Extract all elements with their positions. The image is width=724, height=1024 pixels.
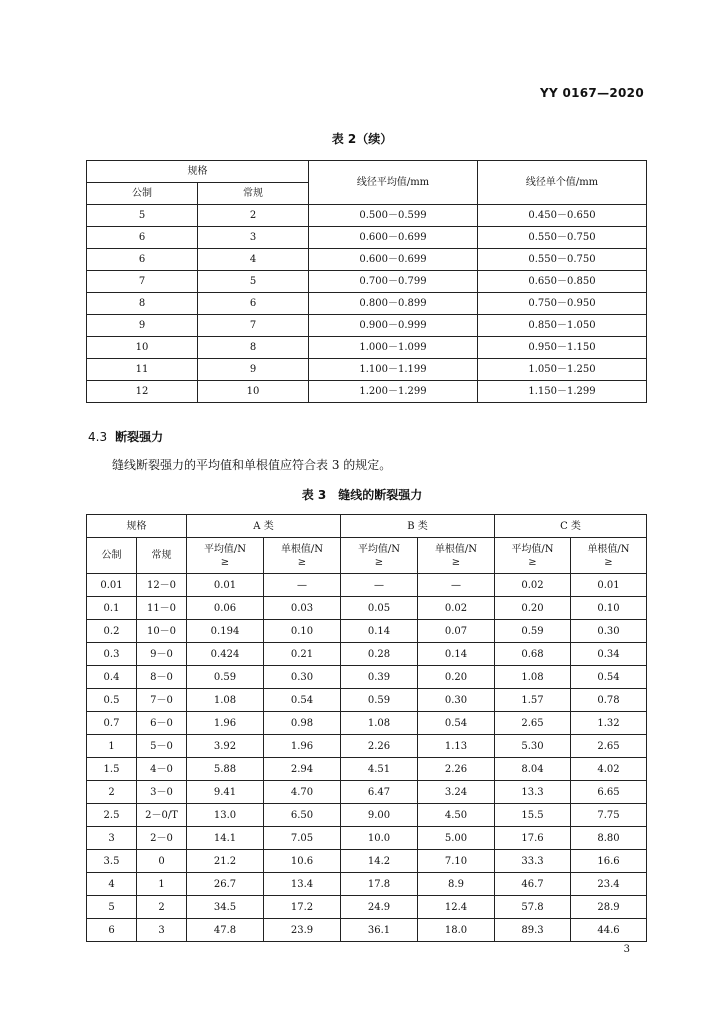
table-cell: 3.24: [418, 781, 495, 804]
header-label: 单根值/N: [434, 543, 478, 555]
table-cell: 1.5: [87, 758, 137, 781]
table-cell: 4.02: [571, 758, 647, 781]
table2-header-metric: 公制: [87, 183, 198, 205]
table-cell: 4.50: [418, 804, 495, 827]
table-cell: 34.5: [187, 896, 264, 919]
table-cell: 0.3: [87, 643, 137, 666]
table-cell: 14.1: [187, 827, 264, 850]
table-cell: 0.02: [495, 574, 571, 597]
table-cell: 0.20: [495, 597, 571, 620]
table-cell: 1.150－1.299: [478, 381, 647, 403]
table-cell: 6.50: [264, 804, 341, 827]
table-cell: 7.75: [571, 804, 647, 827]
table-cell: 5: [198, 271, 309, 293]
table-cell: 0.06: [187, 597, 264, 620]
table-cell: 0.78: [571, 689, 647, 712]
table-cell: 9: [198, 359, 309, 381]
table-cell: 0.01: [187, 574, 264, 597]
table-row: [87, 381, 647, 403]
table3-header-b-avg: [341, 538, 418, 574]
table-row: [87, 271, 647, 293]
table-cell: 12.4: [418, 896, 495, 919]
table-cell: 10.0: [341, 827, 418, 850]
table-cell: 0.600－0.699: [309, 249, 478, 271]
table-cell: 17.2: [264, 896, 341, 919]
table-row: [87, 758, 647, 781]
table-cell: 0.550－0.750: [478, 249, 647, 271]
table-cell: 2.26: [341, 735, 418, 758]
table-cell: 11: [87, 359, 198, 381]
table3-header-class-b: B 类: [341, 515, 495, 538]
table-cell: 10: [198, 381, 309, 403]
table-cell: 4.70: [264, 781, 341, 804]
table-cell: 0.54: [264, 689, 341, 712]
table-cell: 33.3: [495, 850, 571, 873]
table-cell: 0.59: [341, 689, 418, 712]
table-cell: 0.30: [571, 620, 647, 643]
table-row: [87, 597, 647, 620]
table-cell: 9.00: [341, 804, 418, 827]
table-cell: 1.08: [495, 666, 571, 689]
table-cell: 0.10: [571, 597, 647, 620]
table3-caption: 表 3 缝线的断裂强力: [301, 488, 423, 502]
table3-header-c-avg: [495, 538, 571, 574]
table-cell: 21.2: [187, 850, 264, 873]
table-cell: 12: [87, 381, 198, 403]
header-label: 平均值/N: [511, 543, 554, 555]
table-row: [87, 249, 647, 271]
table-cell: 0.34: [571, 643, 647, 666]
table-cell: —: [264, 574, 341, 597]
table-cell: 0.550－0.750: [478, 227, 647, 249]
table-cell: 8－0: [137, 666, 187, 689]
table-cell: 2－0: [137, 827, 187, 850]
table-row: [87, 205, 647, 227]
table-cell: 3: [87, 827, 137, 850]
table2-header-spec: 规格: [87, 161, 309, 183]
table-cell: 57.8: [495, 896, 571, 919]
table-cell: 0.700－0.799: [309, 271, 478, 293]
table-cell: 5.00: [418, 827, 495, 850]
ge-symbol: ≥: [220, 556, 230, 568]
table-cell: 0.800－0.899: [309, 293, 478, 315]
table-cell: 1.96: [264, 735, 341, 758]
table-cell: 10: [87, 337, 198, 359]
table-cell: 4.51: [341, 758, 418, 781]
table-cell: 0.05: [341, 597, 418, 620]
table-cell: 0.30: [418, 689, 495, 712]
table-cell: 6－0: [137, 712, 187, 735]
table-cell: 6: [198, 293, 309, 315]
table-row: [87, 827, 647, 850]
table-cell: 7: [198, 315, 309, 337]
header-label: 平均值/N: [203, 543, 247, 555]
ge-symbol: ≥: [604, 556, 613, 568]
table-row: [87, 689, 647, 712]
table-cell: 5.88: [187, 758, 264, 781]
table-cell: 0.450－0.650: [478, 205, 647, 227]
table-cell: 2.5: [87, 804, 137, 827]
table-cell: 26.7: [187, 873, 264, 896]
table-cell: 5.30: [495, 735, 571, 758]
table-row: [87, 359, 647, 381]
table-cell: 1.08: [187, 689, 264, 712]
table-cell: 11－0: [137, 597, 187, 620]
ge-symbol: ≥: [297, 556, 307, 568]
table-cell: 6: [87, 919, 137, 942]
section-paragraph: 缝线断裂强力的平均值和单根值应符合表 3 的规定。: [112, 458, 392, 472]
table-cell: 0.30: [264, 666, 341, 689]
table-cell: 2: [198, 205, 309, 227]
table-cell: 0.14: [418, 643, 495, 666]
table-cell: 2.26: [418, 758, 495, 781]
table-cell: 3－0: [137, 781, 187, 804]
table-cell: 6.47: [341, 781, 418, 804]
table3-header-spec: 规格: [87, 515, 187, 538]
table2-header-avg: 线径平均值/mm: [309, 161, 478, 205]
table-cell: 6: [87, 249, 198, 271]
table-cell: 44.6: [571, 919, 647, 942]
table-cell: 0.14: [341, 620, 418, 643]
table-cell: 0.750－0.950: [478, 293, 647, 315]
table-cell: 1.100－1.199: [309, 359, 478, 381]
table-cell: 0.194: [187, 620, 264, 643]
table-cell: 13.0: [187, 804, 264, 827]
table-cell: 13.3: [495, 781, 571, 804]
table-cell: 28.9: [571, 896, 647, 919]
table-cell: 1.32: [571, 712, 647, 735]
table3-header-metric: 公制: [87, 538, 137, 574]
table-cell: 0.21: [264, 643, 341, 666]
table-cell: 0.650－0.850: [478, 271, 647, 293]
table-cell: 8: [87, 293, 198, 315]
ge-symbol: ≥: [374, 556, 384, 568]
table-row: [87, 873, 647, 896]
table-cell: 36.1: [341, 919, 418, 942]
table-cell: 0.900－0.999: [309, 315, 478, 337]
table-cell: 0.28: [341, 643, 418, 666]
table-cell: 0.850－1.050: [478, 315, 647, 337]
table-cell: 0.54: [571, 666, 647, 689]
table3-header-common: 常规: [137, 538, 187, 574]
table-cell: 2: [87, 781, 137, 804]
table-cell: 9: [87, 315, 198, 337]
table2-header-common: 常规: [198, 183, 309, 205]
table-cell: 3.92: [187, 735, 264, 758]
table-row: [87, 804, 647, 827]
section-heading: [88, 428, 163, 445]
table-cell: 0.500－0.599: [309, 205, 478, 227]
table-cell: 7－0: [137, 689, 187, 712]
table-cell: 0: [137, 850, 187, 873]
table-cell: 1.13: [418, 735, 495, 758]
table-cell: 0.02: [418, 597, 495, 620]
table-cell: 7.05: [264, 827, 341, 850]
table-cell: 0.68: [495, 643, 571, 666]
table-cell: 12－0: [137, 574, 187, 597]
table-row: [87, 666, 647, 689]
table-cell: 2: [137, 896, 187, 919]
table-cell: 2－0/T: [137, 804, 187, 827]
table-cell: 0.600－0.699: [309, 227, 478, 249]
table-cell: 3: [198, 227, 309, 249]
table-cell: 0.10: [264, 620, 341, 643]
table-cell: 8.04: [495, 758, 571, 781]
table2-caption: 表 2（续）: [331, 132, 393, 146]
table-cell: 14.2: [341, 850, 418, 873]
table-cell: 0.950－1.150: [478, 337, 647, 359]
table-row: [87, 643, 647, 666]
table-cell: 1.000－1.099: [309, 337, 478, 359]
table-cell: 7.10: [418, 850, 495, 873]
header-label: 单根值/N: [280, 543, 324, 555]
table2-header-single: 线径单个值/mm: [478, 161, 647, 205]
table-cell: 0.01: [87, 574, 137, 597]
table-cell: 1.200－1.299: [309, 381, 478, 403]
table-cell: 6: [87, 227, 198, 249]
table-cell: 2.94: [264, 758, 341, 781]
header-label: 平均值/N: [357, 543, 401, 555]
ge-symbol: ≥: [451, 556, 461, 568]
table-cell: 17.6: [495, 827, 571, 850]
table-cell: —: [341, 574, 418, 597]
table-row: [87, 227, 647, 249]
table-cell: 23.4: [571, 873, 647, 896]
table-cell: 1: [137, 873, 187, 896]
table3-header-b-single: [418, 538, 495, 574]
table-cell: 1: [87, 735, 137, 758]
table-cell: 4: [198, 249, 309, 271]
table-cell: 8: [198, 337, 309, 359]
table-cell: 0.59: [495, 620, 571, 643]
table-cell: 0.39: [341, 666, 418, 689]
table-cell: 3: [137, 919, 187, 942]
standard-code: YY 0167—2020: [540, 86, 644, 100]
table-row: [87, 781, 647, 804]
table-cell: —: [418, 574, 495, 597]
table3: [86, 514, 647, 942]
table-row: [87, 850, 647, 873]
table-cell: 2.65: [571, 735, 647, 758]
table-cell: 2.65: [495, 712, 571, 735]
table-cell: 0.98: [264, 712, 341, 735]
table-cell: 5: [87, 205, 198, 227]
table-cell: 3.5: [87, 850, 137, 873]
table-cell: 0.01: [571, 574, 647, 597]
ge-symbol: ≥: [528, 556, 537, 568]
table-cell: 0.59: [187, 666, 264, 689]
table-row: [87, 315, 647, 337]
table-cell: 0.5: [87, 689, 137, 712]
table-cell: 7: [87, 271, 198, 293]
table-cell: 16.6: [571, 850, 647, 873]
table-cell: 8.9: [418, 873, 495, 896]
table-row: [87, 712, 647, 735]
table-row: [87, 620, 647, 643]
table3-header-a-avg: [187, 538, 264, 574]
table3-header-class-c: C 类: [495, 515, 647, 538]
table-cell: 6.65: [571, 781, 647, 804]
section-title: 断裂强力: [115, 430, 164, 444]
table2: [86, 160, 647, 403]
table-cell: 17.8: [341, 873, 418, 896]
table-row: [87, 337, 647, 359]
table-cell: 0.07: [418, 620, 495, 643]
table-cell: 0.4: [87, 666, 137, 689]
table-cell: 4－0: [137, 758, 187, 781]
table3-header-class-a: A 类: [187, 515, 341, 538]
section-number: 4.3: [88, 430, 108, 444]
table-cell: 9.41: [187, 781, 264, 804]
table-row: [87, 574, 647, 597]
table-cell: 0.03: [264, 597, 341, 620]
table3-header-a-single: [264, 538, 341, 574]
table-cell: 23.9: [264, 919, 341, 942]
table-cell: 0.424: [187, 643, 264, 666]
table-row: [87, 293, 647, 315]
page-number: 3: [623, 944, 630, 955]
table-cell: 18.0: [418, 919, 495, 942]
table-cell: 5－0: [137, 735, 187, 758]
table-cell: 0.1: [87, 597, 137, 620]
table-cell: 0.7: [87, 712, 137, 735]
table-row: [87, 735, 647, 758]
table-cell: 15.5: [495, 804, 571, 827]
table-row: [87, 919, 647, 942]
table-cell: 1.57: [495, 689, 571, 712]
table-cell: 9－0: [137, 643, 187, 666]
table-cell: 5: [87, 896, 137, 919]
table-cell: 47.8: [187, 919, 264, 942]
table-cell: 10.6: [264, 850, 341, 873]
table-cell: 0.54: [418, 712, 495, 735]
table-cell: 46.7: [495, 873, 571, 896]
table-cell: 13.4: [264, 873, 341, 896]
table-cell: 10－0: [137, 620, 187, 643]
table-cell: 8.80: [571, 827, 647, 850]
table-cell: 0.2: [87, 620, 137, 643]
table3-header-c-single: [571, 538, 647, 574]
table-cell: 89.3: [495, 919, 571, 942]
table-cell: 0.20: [418, 666, 495, 689]
table-cell: 4: [87, 873, 137, 896]
table-row: [87, 896, 647, 919]
table-cell: 1.08: [341, 712, 418, 735]
table-cell: 1.050－1.250: [478, 359, 647, 381]
table-cell: 1.96: [187, 712, 264, 735]
header-label: 单根值/N: [587, 543, 630, 555]
table-cell: 24.9: [341, 896, 418, 919]
